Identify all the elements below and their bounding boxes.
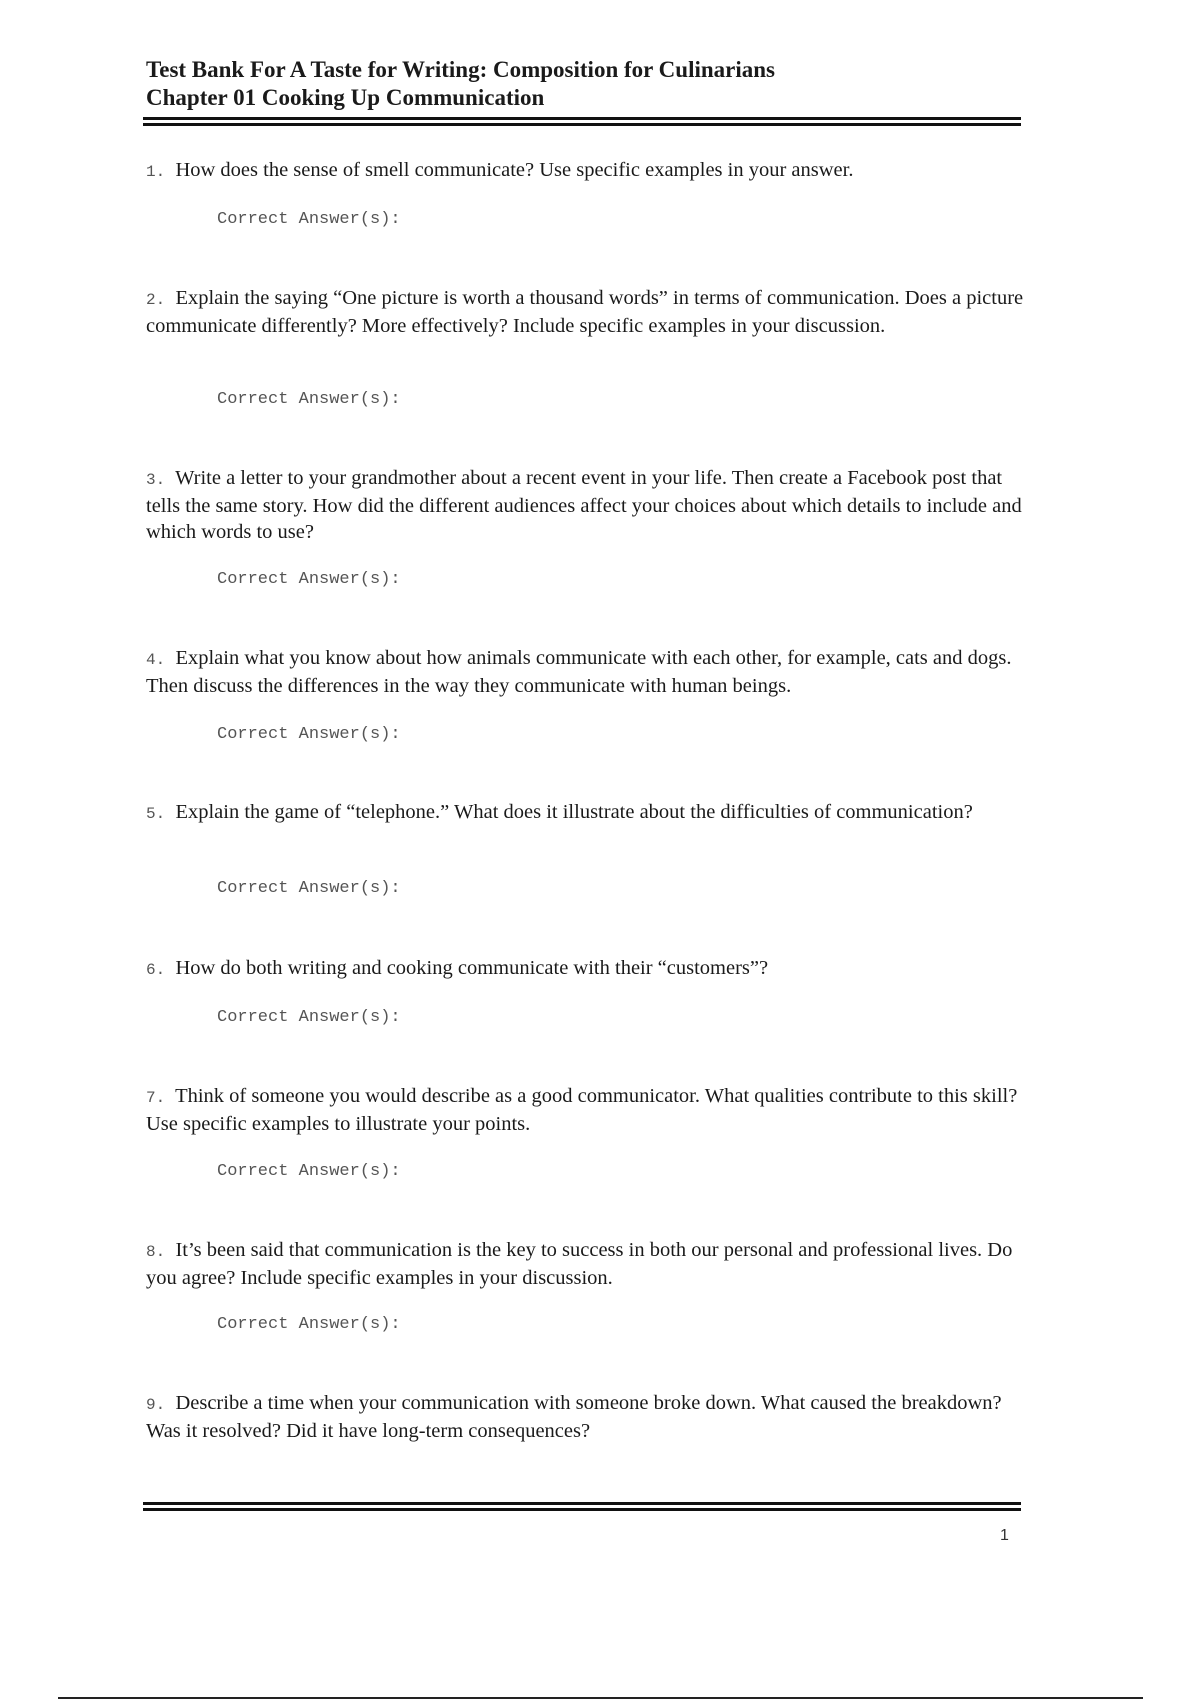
page-number: 1 bbox=[1000, 1527, 1009, 1544]
question-text: How does the sense of smell communicate? Use specific examples in your answer. bbox=[175, 159, 854, 181]
answer-label: Correct Answer(s): bbox=[217, 879, 401, 898]
question-9 bbox=[146, 1390, 1026, 1444]
answer-label: Correct Answer(s): bbox=[217, 1162, 401, 1181]
question-4 bbox=[146, 645, 1026, 699]
page-edge-rule bbox=[58, 1697, 1143, 1699]
question-text: How do both writing and cooking communicate with their “customers”? bbox=[175, 957, 769, 979]
question-text: Explain what you know about how animals communicate with each other, for example, cats and dogs. Then discuss the differences in the way they communicate with human beings. bbox=[146, 647, 1012, 697]
question-text: Explain the game of “telephone.” What does it illustrate about the difficulties of communication? bbox=[175, 801, 973, 823]
question-text: Write a letter to your grandmother about a recent event in your life. Then create a Facebook post that tells the same story. How did the different audiences affect your choices about which details to include and which words to use? bbox=[146, 467, 1022, 543]
answer-label: Correct Answer(s): bbox=[217, 725, 401, 744]
question-number: 3. bbox=[146, 471, 166, 489]
question-text: Describe a time when your communication with someone broke down. What caused the breakdown? Was it resolved? Did it have long-term consequences? bbox=[146, 1392, 1002, 1442]
question-6 bbox=[146, 955, 1026, 983]
answer-label: Correct Answer(s): bbox=[217, 210, 401, 229]
document-header bbox=[146, 56, 1026, 112]
question-text: Think of someone you would describe as a good communicator. What qualities contribute to this skill? Use specific examples to illustrate your points. bbox=[146, 1085, 1018, 1135]
question-text: It’s been said that communication is the key to success in both our personal and professional lives. Do you agree? Include specific examples in your discussion. bbox=[146, 1239, 1013, 1289]
question-5 bbox=[146, 799, 1026, 827]
question-number: 8. bbox=[146, 1243, 166, 1261]
question-number: 9. bbox=[146, 1396, 166, 1414]
question-number: 2. bbox=[146, 291, 166, 309]
answer-label: Correct Answer(s): bbox=[217, 570, 401, 589]
header-divider bbox=[143, 117, 1021, 126]
question-8 bbox=[146, 1237, 1026, 1291]
answer-label: Correct Answer(s): bbox=[217, 390, 401, 409]
question-number: 7. bbox=[146, 1089, 166, 1107]
chapter-title: Chapter 01 Cooking Up Communication bbox=[146, 85, 545, 110]
question-1 bbox=[146, 157, 1026, 185]
question-number: 1. bbox=[146, 163, 166, 181]
question-number: 4. bbox=[146, 651, 166, 669]
answer-label: Correct Answer(s): bbox=[217, 1008, 401, 1027]
question-text: Explain the saying “One picture is worth a thousand words” in terms of communication. Does a picture communicate differently? More effectively? Include specific examples in your discussion. bbox=[146, 287, 1024, 337]
document-title: Test Bank For A Taste for Writing: Composition for Culinarians bbox=[146, 57, 775, 82]
answer-label: Correct Answer(s): bbox=[217, 1315, 401, 1334]
question-number: 6. bbox=[146, 961, 166, 979]
question-2 bbox=[146, 285, 1026, 339]
question-7 bbox=[146, 1083, 1026, 1137]
question-number: 5. bbox=[146, 805, 166, 823]
footer-divider bbox=[143, 1502, 1021, 1511]
question-3 bbox=[146, 465, 1026, 545]
